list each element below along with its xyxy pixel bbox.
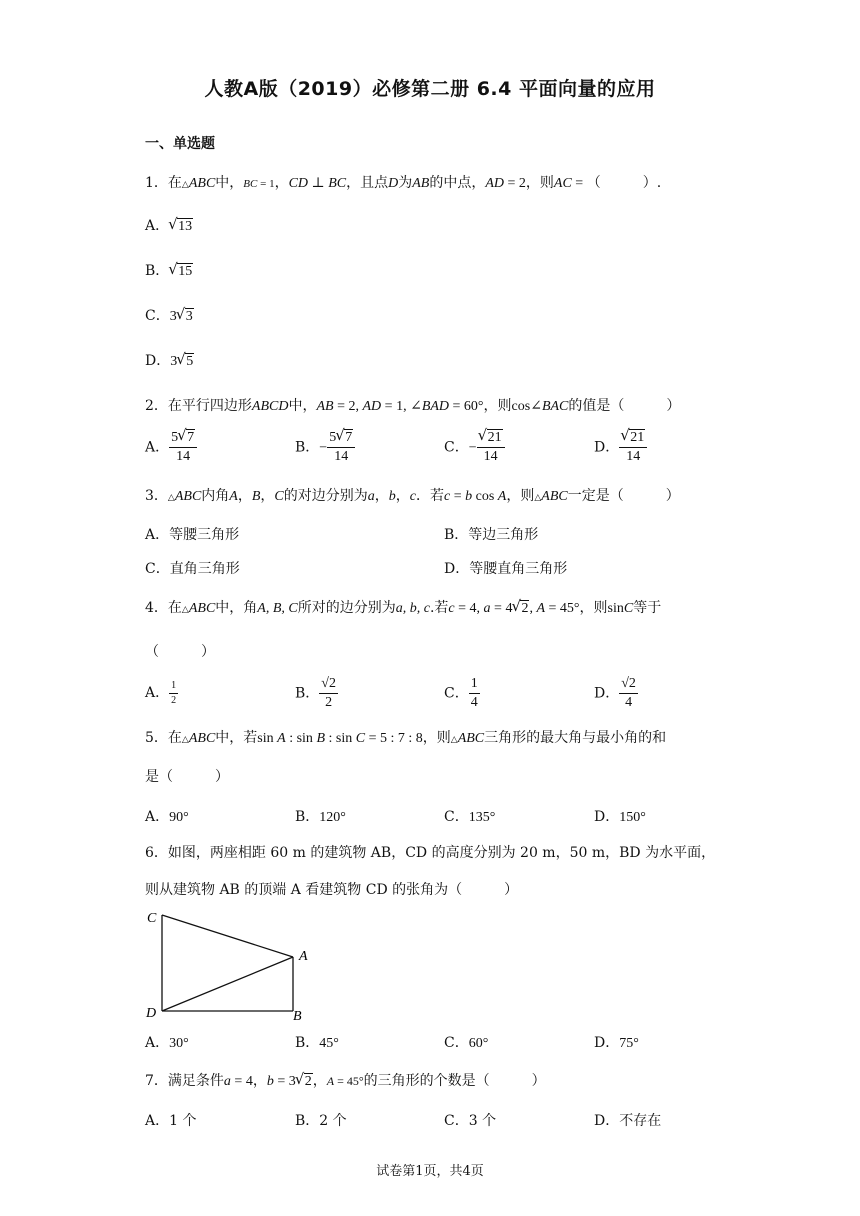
question-2-option-c: C．− √ 21 14: [444, 430, 505, 465]
page-footer: 试卷第1页，共4页: [376, 1164, 484, 1179]
question-5-line2: 是（ ）: [145, 769, 229, 785]
page-title: 人教A版（2019）必修第二册 6.4 平面向量的应用: [204, 78, 656, 100]
question-7-option-c: C．3 个: [444, 1113, 497, 1129]
question-5-option-d: D．150°: [594, 809, 646, 825]
question-5-option-b: B．120°: [295, 809, 346, 825]
figure-label-d: D: [146, 1006, 157, 1021]
question-2-option-d: D． √ 21 14: [594, 430, 647, 465]
question-2-option-a: A． 5 √ 7 14: [145, 430, 197, 465]
question-5-stem: 5．在△ABC中，若sin A : sin B : sin C = 5 : 7 : 8，则△ABC三角形的最大角与最小角的和: [145, 730, 667, 746]
question-1-option-c: C．3 √ 3: [145, 305, 193, 324]
question-4-blank: （ ）: [145, 644, 215, 660]
question-7-option-b: B．2 个: [295, 1113, 347, 1129]
question-3-stem: 3．△ABC内角A，B，C的对边分别为a，b，c．若c = b cos A，则△ABC一定是（ ）: [145, 488, 680, 504]
question-7-option-a: A．1 个: [145, 1113, 197, 1129]
question-4-option-a: A． $\frac{1}{2}$: [145, 680, 177, 706]
question-2-option-b: B．− 5 √ 7 14: [295, 430, 355, 465]
question-6-line2: 则从建筑物 AB 的顶端 A 看建筑物 CD 的张角为（ ）: [145, 882, 519, 898]
question-5-option-a: A．90°: [145, 809, 189, 825]
question-2-stem: 2．在平行四边形ABCD中，AB = 2, AD = 1, ∠BAD = 60°，则cos∠BAC的值是（ ）: [145, 398, 681, 414]
question-6-line1: 6．如图，两座相距 60 m 的建筑物 AB，CD 的高度分别为 20 m，50 m，BD 为水平面，: [145, 845, 716, 861]
question-1-option-b: B． √ 15: [145, 260, 193, 279]
question-3-option-b: B．等边三角形: [444, 527, 539, 543]
question-4-option-c: C． $\frac{1}{4}$: [444, 676, 478, 711]
figure-label-c: C: [147, 911, 157, 926]
question-4-stem: 4．在△ABC中，角A, B, C所对的边分别为a, b, c.若c = 4, a = 4 √ 2, A = 45°，则sinC等于: [145, 597, 662, 616]
question-1-option-d: D．3 √ 5: [145, 350, 194, 369]
question-3-option-c: C．直角三角形: [145, 561, 240, 577]
question-4-option-b: B． $\frac{√2}{2}$: [295, 676, 336, 711]
figure-label-b: B: [293, 1009, 302, 1024]
question-6-option-a: A．30°: [145, 1035, 189, 1051]
question-6-option-d: D．75°: [594, 1035, 639, 1051]
question-3-option-d: D．等腰直角三角形: [444, 561, 568, 577]
question-4-option-d: D． $\frac{√2}{4}$: [594, 676, 636, 711]
question-1-stem: 1．在△ABC中，BC = 1，CD ⊥ BC，且点D为AB的中点，AD = 2，则AC = （ ）.: [145, 175, 662, 191]
question-6-option-b: B．45°: [295, 1035, 339, 1051]
question-3-option-a: A．等腰三角形: [145, 527, 240, 543]
figure-label-a: A: [299, 949, 308, 964]
section-heading: 一、单选题: [145, 136, 215, 152]
question-5-option-c: C．135°: [444, 809, 496, 825]
question-6-option-c: C．60°: [444, 1035, 489, 1051]
question-7-stem: 7．满足条件a = 4，b = 3 √ 2，A = 45°的三角形的个数是（ ）: [145, 1070, 546, 1089]
question-1-option-a: A． √ 13: [145, 215, 193, 234]
question-7-option-d: D．不存在: [594, 1113, 662, 1129]
building-figure: [140, 905, 320, 1025]
